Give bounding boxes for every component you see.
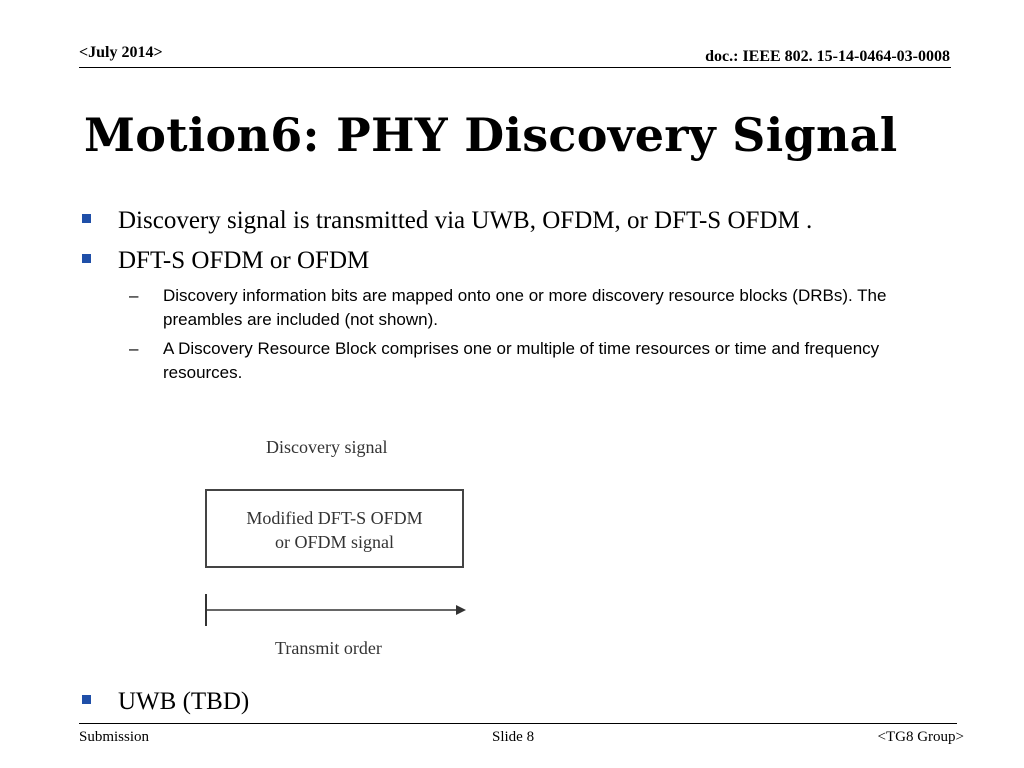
bullet-item bbox=[82, 685, 482, 718]
sub-bullet-text: A Discovery Resource Block comprises one or multiple of time resources or time and frequency resources. bbox=[163, 339, 880, 382]
slide-title: Motion6: PHY Discovery Signal bbox=[84, 108, 898, 162]
signal-block bbox=[205, 489, 464, 568]
discovery-signal-figure bbox=[200, 430, 480, 665]
signal-block-label: Modified DFT-S OFDM or OFDM signal bbox=[246, 508, 423, 552]
header-doc-id: doc.: IEEE 802. 15-14-0464-03-0008 bbox=[705, 48, 950, 65]
dash-bullet: – bbox=[129, 339, 139, 358]
header-divider bbox=[79, 67, 951, 68]
sub-bullet-text: Discovery information bits are mapped onto one or more discovery resource blocks (DRBs). The preambles are included (not shown). bbox=[163, 286, 887, 329]
sub-bullet-item bbox=[82, 337, 942, 385]
figure-caption-top: Discovery signal bbox=[266, 437, 388, 457]
bullet-text: UWB (TBD) bbox=[118, 688, 250, 715]
bullet-item bbox=[82, 244, 942, 277]
bullet-text: Discovery signal is transmitted via UWB, OFDM, or DFT-S OFDM . bbox=[118, 207, 813, 234]
bullet-list-2 bbox=[82, 685, 482, 725]
dash-bullet: – bbox=[129, 286, 139, 305]
footer-submission: Submission bbox=[79, 729, 150, 745]
bullet-list bbox=[82, 204, 942, 390]
square-bullet-icon bbox=[82, 214, 91, 223]
square-bullet-icon bbox=[82, 695, 91, 704]
bullet-item bbox=[82, 204, 942, 237]
figure-caption-bottom: Transmit order bbox=[275, 638, 382, 658]
square-bullet-icon bbox=[82, 254, 91, 263]
footer-group: <TG8 Group> bbox=[877, 729, 964, 745]
arrow-right-icon bbox=[200, 590, 475, 630]
header-date: <July 2014> bbox=[79, 44, 163, 61]
bullet-text: DFT-S OFDM or OFDM bbox=[118, 247, 370, 274]
footer-slide-number: Slide 8 bbox=[492, 729, 535, 745]
sub-bullet-item bbox=[82, 284, 942, 332]
footer-divider bbox=[79, 723, 957, 724]
